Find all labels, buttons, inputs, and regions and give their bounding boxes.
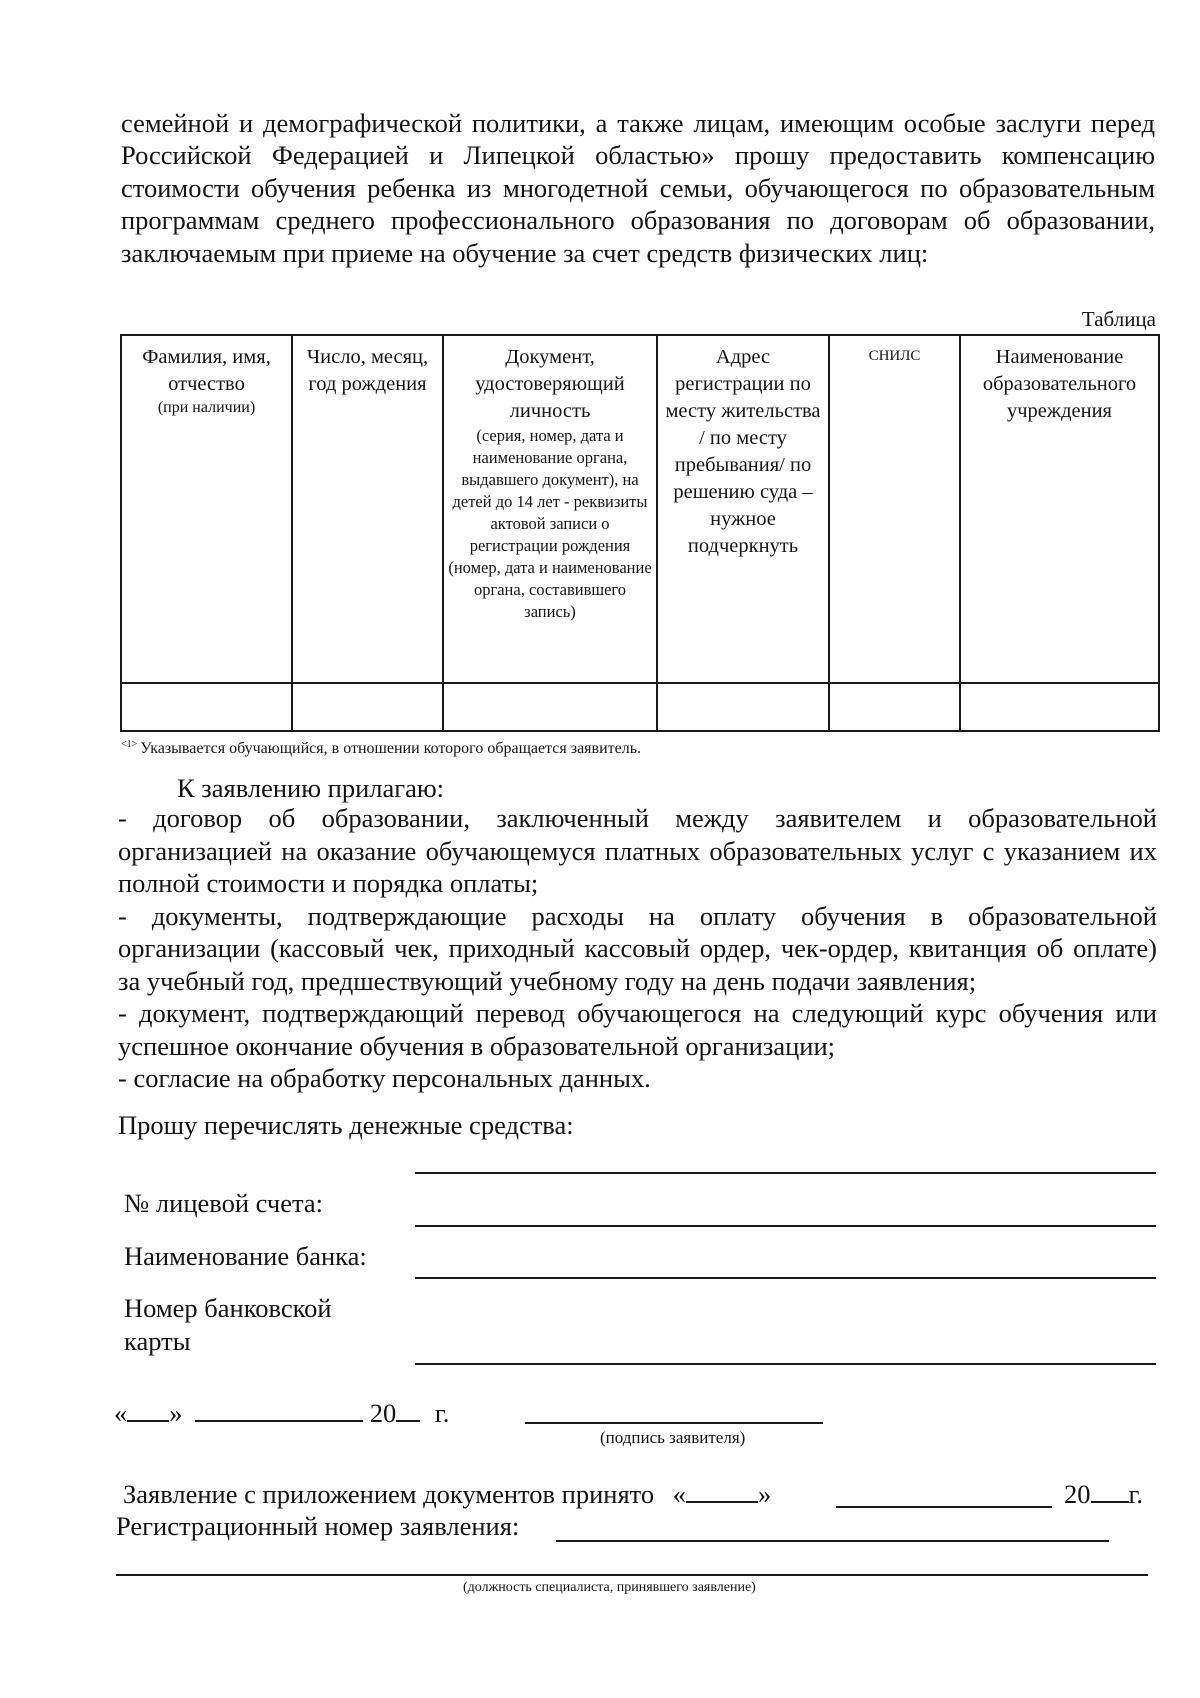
col-header-address [657,335,829,683]
card-field[interactable] [415,1363,1156,1365]
account-field[interactable] [415,1225,1156,1227]
cell-snils[interactable] [829,683,960,731]
acceptance-year-suffix: г. [1128,1479,1144,1509]
position-caption: (должность специалиста, принявшего заявление) [463,1580,756,1595]
table-header-row [121,335,1159,683]
col-header-fio-main: Фамилия, имя, отчество [142,346,271,395]
cell-fio[interactable] [121,683,292,731]
bank-label: Наименование банка: [124,1241,367,1271]
footnote [121,735,641,759]
acceptance-text: Заявление с приложением документов принято [123,1479,655,1509]
acceptance-year [1064,1478,1143,1510]
acceptance-month-field[interactable] [836,1506,1052,1508]
list-item: - документы, подтверждающие расходы на оплату обучения в образовательной организации (кассовый чек, приходный кассовый ордер, чек-ордер, квитанция об оплате) за учебный год, предшествующий учебному году на день подачи заявления; [118,900,1157,996]
payment-top-line [415,1172,1156,1174]
year-prefix: 20 [369,1398,397,1428]
table-caption: Таблица [1081,307,1156,331]
signature-field[interactable] [525,1422,823,1424]
col-header-identity-note: (серия, номер, дата и наименование органа, выдавшего документ), на детей до 14 лет - реквизиты актовой записи о регистрации рождения (номер, дата и наименование органа, составившего запись) [448,426,652,621]
account-label: № лицевой счета: [124,1188,323,1218]
specialist-position-field[interactable] [116,1574,1148,1576]
year-suffix: г. [434,1398,450,1428]
acceptance-close-quote: » [758,1479,772,1509]
attachments-list [118,802,1157,1095]
col-header-institution [960,335,1159,683]
applicant-date-line [114,1397,449,1429]
day-field[interactable] [127,1398,169,1422]
acceptance-day-field[interactable] [686,1479,758,1503]
col-header-snils [829,335,960,683]
table-row [121,683,1159,731]
col-header-address-main: Адрес регистрации по месту жительства / по месту пребывания/ по решению суда – нужное подчеркнуть [665,346,821,557]
acceptance-open-quote: « [672,1479,686,1509]
col-header-snils-main: СНИЛС [868,348,921,364]
payment-heading: Прошу перечислять денежные средства: [118,1110,574,1140]
col-header-birthdate-main: Число, месяц, год рождения [306,346,429,395]
col-header-fio [121,335,292,683]
attachments-heading: К заявлению прилагаю: [177,773,445,803]
month-field[interactable] [195,1398,363,1422]
card-label-line2: карты [124,1326,191,1356]
date-open-quote: « [114,1398,128,1428]
card-label-line1: Номер банковской [124,1293,332,1323]
col-header-institution-main: Наименование образовательного учреждения [982,346,1137,422]
applicant-table [120,334,1160,732]
col-header-identity-document [443,335,657,683]
footnote-marker: <1> [121,739,138,750]
intro-paragraph: семейной и демографической политики, а также лицам, имеющим особые заслуги перед Российской Федерацией и Липецкой областью» прошу предоставить компенсацию стоимости обучения ребенка из многодетной семьи, обучающегося по образовательным программам среднего профессионального образования по договорам об образовании, заключаемым при приеме на обучение за счет средств физических лиц: [121,108,1155,268]
list-item: - документ, подтверждающий перевод обучающегося на следующий курс обучения или успешное окончание обучения в образовательной организации; [118,998,1157,1061]
acceptance-year-field[interactable] [1091,1479,1129,1503]
registration-label: Регистрационный номер заявления: [116,1511,520,1541]
col-header-identity-main: Документ, удостоверяющий личность [475,346,625,422]
list-item: - согласие на обработку персональных данных. [118,1063,651,1093]
cell-birthdate[interactable] [292,683,443,731]
list-item: - договор об образовании, заключенный между заявителем и образовательной организацией на оказание обучающемуся платных образовательных услуг с указанием их полной стоимости и порядка оплаты; [118,803,1157,898]
signature-caption: (подпись заявителя) [600,1428,746,1447]
cell-identity-document[interactable] [443,683,657,731]
cell-address[interactable] [657,683,829,731]
registration-number-field[interactable] [556,1540,1109,1542]
acceptance-line [123,1478,771,1510]
acceptance-year-prefix: 20 [1064,1479,1091,1509]
cell-institution[interactable] [960,683,1159,731]
col-header-fio-note: (при наличии) [157,399,256,416]
footnote-text: Указывается обучающийся, в отношении которого обращается заявитель. [140,740,642,757]
year-field[interactable] [396,1398,420,1422]
date-close-quote: » [169,1398,183,1428]
col-header-birthdate [292,335,443,683]
bank-field[interactable] [415,1277,1156,1279]
